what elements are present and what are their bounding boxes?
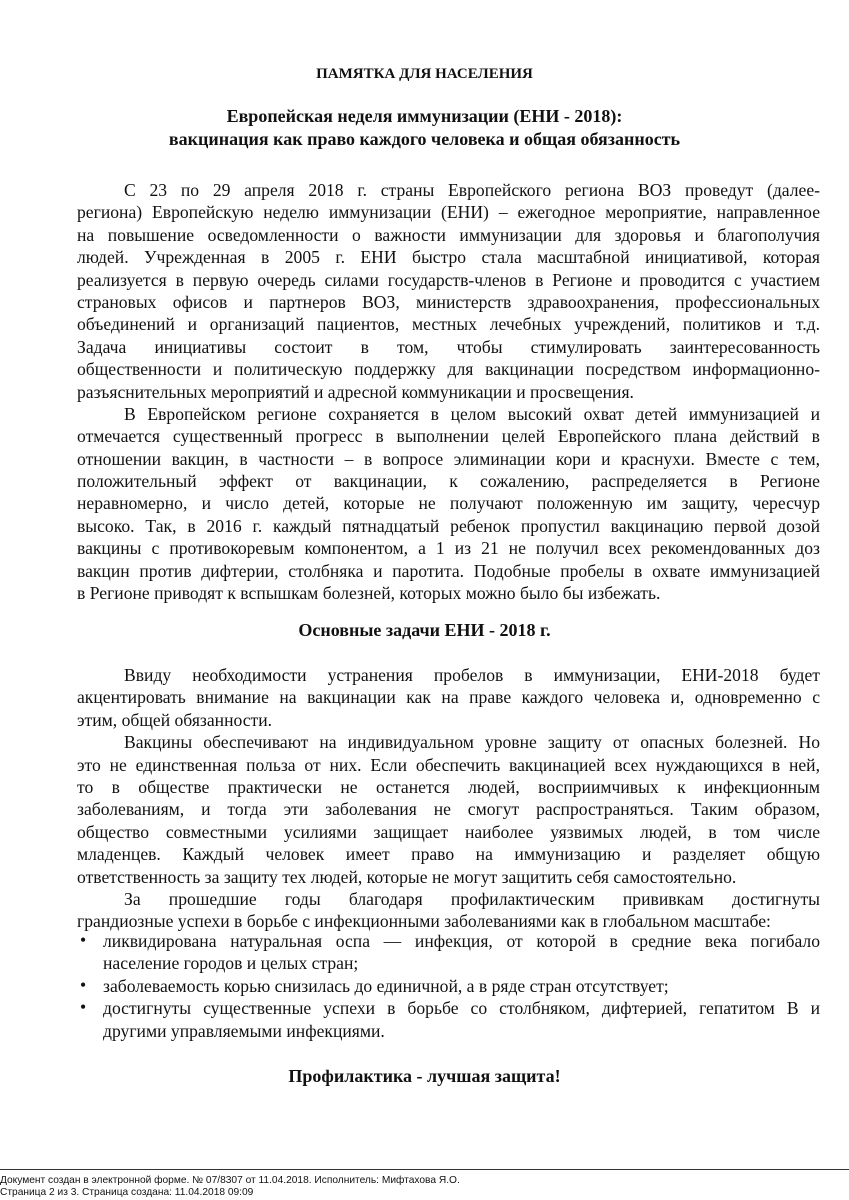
text-line: заболеваемость корью снизилась до единичной, а в ряде стран отсутствует;: [103, 975, 669, 996]
text-line: вакцин против дифтерии, столбняка и паротита. Подобные пробелы в охвате иммунизацией: [77, 560, 820, 581]
text-line: вакцины с противокоревым компонентом, а 1 из 21 не получил всех рекомендованных доз: [77, 538, 820, 559]
paragraph: [77, 403, 820, 605]
paragraph: [77, 664, 820, 731]
text-line: Задача инициативы состоит в том, чтобы стимулировать заинтересованность: [77, 336, 820, 357]
text-line: реализуется в первую очередь силами государств-членов в Регионе и проводится с участием: [77, 269, 820, 290]
text-line: этим, общей обязанности.: [77, 709, 273, 730]
text-line: положительный эффект от вакцинации, к сожалению, распределяется в Регионе: [77, 471, 820, 492]
text-line: высоко. Так, в 2016 г. каждый пятнадцатый ребенок пропустил вакцинацию первой дозой: [77, 515, 820, 536]
text-line: неравномерно, и число детей, которые не получают положенную им защиту, чересчур: [77, 493, 820, 514]
paragraph: [77, 731, 820, 888]
text-line: акцентировать внимание на вакцинации как на праве каждого человека и, одновременно с: [77, 687, 820, 708]
text-line: общество совместными усилиями защищает наиболее уязвимых людей, в том числе: [77, 821, 820, 842]
text-line: За прошедшие годы благодаря профилактическим прививкам достигнуты: [124, 888, 820, 909]
text-line: региона) Европейскую неделю иммунизации (ЕНИ) – ежегодное мероприятие, направленное: [77, 202, 820, 223]
text-line: достигнуты существенные успехи в борьбе со столбняком, дифтерией, гепатитом В и: [103, 998, 820, 1019]
text-line: отмечается существенный прогресс в выполнении целей Европейского плана действий в: [77, 426, 820, 447]
text-line: это не единственная польза от них. Если обеспечить вакцинацией всех нуждающихся в ней,: [77, 754, 820, 775]
section-heading: Основные задачи ЕНИ - 2018 г.: [298, 620, 551, 640]
list-item: [77, 975, 820, 997]
text-line: то в обществе практически не останется людей, восприимчивых к инфекционным: [77, 776, 820, 797]
bullet-icon: •: [80, 974, 87, 995]
text-line: людей. Учрежденная в 2005 г. ЕНИ быстро стала масштабной инициативой, которая: [77, 247, 820, 268]
list-item: [77, 997, 820, 1042]
footer-divider: [0, 1169, 849, 1170]
text-line: население городов и целых стран;: [103, 953, 359, 974]
text-line: общественности и политическую поддержку для вакцинации посредством информационно-: [77, 359, 820, 380]
text-line: другими управляемыми инфекциями.: [103, 1020, 385, 1041]
achievements-list: [77, 930, 820, 1042]
bullet-icon: •: [80, 930, 87, 950]
text-line: ликвидирована натуральная оспа — инфекция, от которой в средние века погибало: [103, 931, 820, 951]
text-line: на повышение осведомленности о важности иммунизации для здоровья и благополучия: [77, 224, 820, 245]
text-line: отношении вакцин, в частности – в вопросе элиминации кори и краснухи. Вместе с тем,: [77, 448, 820, 469]
text-line: грандиозные успехи в борьбе с инфекционными заболеваниями как в глобальном масштабе:: [77, 911, 771, 932]
text-line: младенцев. Каждый человек имеет право на иммунизацию и разделяет общую: [77, 844, 820, 865]
tasks-section: [77, 664, 820, 933]
footer-document-info: Документ создан в электронной форме. № 07/8307 от 11.04.2018. Исполнитель: Мифтахова Я.О.: [0, 1175, 460, 1186]
text-line: Ввиду необходимости устранения пробелов в иммунизации, ЕНИ-2018 будет: [124, 665, 820, 685]
document-title-line1: Европейская неделя иммунизации (ЕНИ - 2018):: [226, 106, 623, 126]
text-line: объединений и организаций пациентов, местных лечебных учреждений, политиков и т.д.: [77, 314, 820, 335]
text-line: В Европейском регионе сохраняется в целом высокий охват детей иммунизацией и: [124, 403, 820, 424]
text-line: С 23 по 29 апреля 2018 г. страны Европейского региона ВОЗ проведут (далее-: [124, 180, 820, 200]
text-line: Вакцины обеспечивают на индивидуальном уровне защиту от опасных болезней. Но: [124, 732, 820, 753]
bullet-icon: •: [80, 997, 87, 1018]
text-line: в Регионе приводят к вспышкам болезней, которых можно было бы избежать.: [77, 583, 661, 604]
paragraph: [77, 179, 820, 403]
document-label: ПАМЯТКА ДЛЯ НАСЕЛЕНИЯ: [316, 66, 533, 82]
text-line: ответственность за защиту тех людей, которые не могут защитить себя самостоятельно.: [77, 866, 737, 887]
list-item: [77, 930, 820, 975]
intro-section: [77, 179, 820, 604]
text-line: заболеваниям, и тогда эти заболевания не смогут распространяться. Таким образом,: [77, 799, 820, 820]
text-line: разъяснительных мероприятий и адресной коммуникации и просвещения.: [77, 381, 634, 402]
paragraph: [77, 888, 820, 933]
footer-page-info: Страница 2 из 3. Страница создана: 11.04.2018 09:09: [0, 1187, 254, 1198]
document-title-line2: вакцинация как право каждого человека и общая обязанность: [168, 129, 681, 149]
text-line: страновых офисов и партнеров ВОЗ, министерств здравоохранения, профессиональных: [77, 291, 820, 312]
closing-slogan: Профилактика - лучшая защита!: [288, 1066, 561, 1086]
